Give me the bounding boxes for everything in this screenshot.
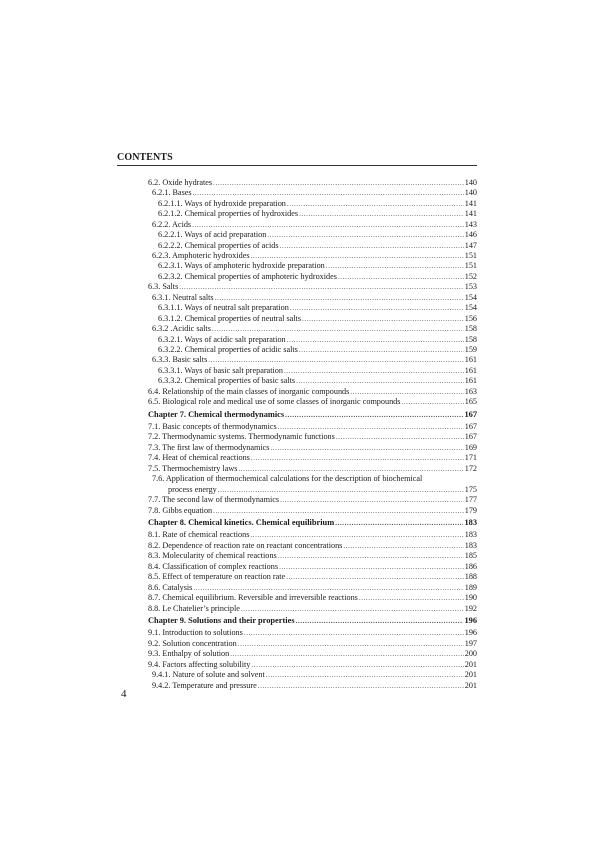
toc-entry-page: 161	[464, 365, 477, 375]
toc-entry	[148, 474, 477, 495]
toc-chapter-entry	[148, 616, 477, 626]
dot-leader	[192, 220, 464, 230]
toc-entry	[148, 209, 477, 219]
toc-entry-title: 6.3.1. Neutral salts	[152, 292, 214, 302]
dot-leader	[278, 422, 464, 432]
dot-leader	[280, 495, 464, 505]
toc-entry	[148, 282, 477, 292]
toc-entry-title: 6.3. Salts	[148, 282, 179, 292]
toc-entry	[148, 230, 477, 240]
toc-entry	[148, 188, 477, 198]
toc-entry-title: 6.3.2 .Acidic salts	[152, 324, 211, 334]
dot-leader	[285, 410, 463, 420]
toc-entry-page: 183	[464, 518, 477, 528]
toc-entry-title-continued: process energy	[168, 484, 217, 494]
dot-leader	[218, 485, 464, 495]
page-number: 4	[121, 688, 127, 700]
toc-chapter-entry	[148, 518, 477, 528]
dot-leader	[251, 453, 464, 463]
toc-entry-title: 9.4. Factors affecting solubility	[148, 659, 251, 669]
dot-leader	[335, 518, 463, 528]
toc-entry-page: 186	[464, 561, 477, 571]
dot-leader	[299, 209, 464, 219]
toc-entry-page: 201	[464, 659, 477, 669]
dot-leader	[343, 541, 463, 551]
dot-leader	[193, 583, 463, 593]
dot-leader	[250, 530, 463, 540]
toc-entry-page: 158	[464, 334, 477, 344]
dot-leader	[278, 551, 464, 561]
toc-entry	[148, 178, 477, 188]
toc-entry-page: 190	[464, 593, 477, 603]
toc-entry-title: 9.3. Enthalpy of solution	[148, 649, 230, 659]
toc-entry	[148, 366, 477, 376]
toc-entry-title: 9.4.1. Nature of solute and solvent	[152, 670, 265, 680]
toc-entry	[148, 335, 477, 345]
dot-leader	[296, 376, 464, 386]
dot-leader	[258, 681, 464, 691]
toc-entry	[148, 199, 477, 209]
toc-entry-title: 7.5. Thermochemistry laws	[148, 463, 238, 473]
toc-entry-title: 6.3.2.1. Ways of acidic salt preparation	[158, 334, 286, 344]
dot-leader	[302, 314, 464, 324]
dot-leader	[215, 293, 464, 303]
toc-entry-page: 189	[464, 582, 477, 592]
toc-entry-title: 6.2.1.1. Ways of hydroxide preparation	[158, 198, 286, 208]
toc-entry-page: 179	[464, 505, 477, 515]
dot-leader	[287, 335, 464, 345]
dot-leader	[241, 604, 464, 614]
toc-entry-title: 8.8. Le Chatelier’s principle	[148, 603, 240, 613]
dot-leader	[251, 251, 464, 261]
toc-entry	[148, 376, 477, 386]
toc-entry-title: 6.4. Relationship of the main classes of inorganic compounds	[148, 386, 350, 396]
dot-leader	[238, 464, 463, 474]
toc-entry	[148, 572, 477, 582]
toc-entry-page: 158	[464, 324, 477, 334]
toc-entry	[148, 355, 477, 365]
dot-leader	[179, 282, 463, 292]
page-header-title: CONTENTS	[117, 152, 173, 163]
toc-entry-page: 154	[464, 303, 477, 313]
dot-leader	[284, 366, 464, 376]
toc-entry-page: 183	[464, 540, 477, 550]
toc-entry	[148, 241, 477, 251]
toc-entry-title: 8.5. Effect of temperature on reaction rate	[148, 572, 286, 582]
toc-entry-title: 6.2. Oxide hydrates	[148, 178, 213, 187]
toc-entry-page: 147	[464, 240, 477, 250]
toc-entry-page: 167	[464, 422, 477, 432]
toc-entry	[148, 660, 477, 670]
toc-entry-title: 7.6. Application of thermochemical calculations for the description of biochemical	[152, 474, 423, 484]
toc-entry-title: 7.1. Basic concepts of thermodynamics	[148, 422, 277, 432]
toc-entry-title: 8.1. Rate of chemical reactions	[148, 530, 250, 540]
toc-entry-title: 9.2. Solution concentration	[148, 638, 237, 648]
dot-leader	[213, 506, 464, 516]
toc-entry-title: Chapter 7. Chemical thermodynamics	[148, 409, 285, 419]
toc-entry-title: Chapter 8. Chemical kinetics. Chemical equilibrium	[148, 518, 335, 528]
toc-entry-title: 6.2.1. Bases	[152, 188, 192, 198]
toc-entry-title: 6.2.2.2. Chemical properties of acids	[158, 240, 279, 250]
toc-entry-title: 7.3. The first law of thermodynamics	[148, 442, 270, 452]
toc-entry-page: 192	[464, 603, 477, 613]
toc-entry-page: 151	[464, 251, 477, 261]
toc-entry-title: 7.7. The second law of thermodynamics	[148, 495, 280, 505]
toc-entry	[148, 562, 477, 572]
toc-entry-title: 6.2.3.1. Ways of amphoteric hydroxide preparation	[158, 261, 325, 271]
dot-leader	[213, 178, 464, 188]
dot-leader	[287, 199, 464, 209]
dot-leader	[336, 433, 464, 443]
toc-entry-page: 196	[464, 628, 477, 638]
toc-entry	[148, 345, 477, 355]
toc-entry-title: 6.3.3. Basic salts	[152, 355, 208, 365]
toc-entry-page: 185	[464, 551, 477, 561]
dot-leader	[280, 241, 464, 251]
toc-entry-page: 200	[464, 649, 477, 659]
dot-leader	[238, 639, 464, 649]
toc-entry	[148, 639, 477, 649]
toc-entry-page: 172	[464, 463, 477, 473]
toc-entry	[148, 649, 477, 659]
toc-entry-page: 153	[464, 282, 477, 292]
toc-entry-page: 183	[464, 530, 477, 540]
toc-entry-title: 6.2.2.1. Ways of acid preparation	[158, 230, 267, 240]
toc-entry	[148, 251, 477, 261]
toc-entry-page: 175	[464, 484, 477, 494]
toc-entry	[148, 681, 477, 691]
toc-entry-page: 151	[464, 261, 477, 271]
toc-entry-title: Chapter 9. Solutions and their properties	[148, 615, 295, 625]
toc-entry-page: 143	[464, 219, 477, 229]
dot-leader	[266, 670, 464, 680]
toc-entry-title: 8.6. Catalysis	[148, 582, 193, 592]
toc-entry-page: 201	[464, 680, 477, 690]
toc-entry-title: 6.3.3.2. Chemical properties of basic salts	[158, 376, 296, 386]
dot-leader	[208, 355, 463, 365]
toc-entry	[148, 551, 477, 561]
dot-leader	[244, 628, 464, 638]
toc-entry-page: 165	[464, 397, 477, 407]
toc-entry	[148, 433, 477, 443]
toc-entry-page: 201	[464, 670, 477, 680]
toc-entry-title: 8.7. Chemical equilibrium. Reversible and irreversible reactions	[148, 593, 358, 603]
dot-leader	[359, 593, 464, 603]
toc-entry-title: 6.3.1.1. Ways of neutral salt preparation	[158, 303, 289, 313]
toc-entry	[148, 541, 477, 551]
table-of-contents	[148, 178, 477, 691]
dot-leader	[267, 230, 463, 240]
toc-entry-page: 161	[464, 376, 477, 386]
toc-entry	[148, 593, 477, 603]
toc-entry	[148, 495, 477, 505]
toc-entry	[148, 272, 477, 282]
toc-entry	[148, 387, 477, 397]
toc-entry	[148, 397, 477, 407]
dot-leader	[350, 387, 463, 397]
dot-leader	[212, 324, 464, 334]
toc-entry-page: 140	[464, 178, 477, 187]
toc-entry-title: 7.8. Gibbs equation	[148, 505, 213, 515]
toc-entry-title: 6.2.1.2. Chemical properties of hydroxides	[158, 209, 299, 219]
dot-leader	[338, 272, 464, 282]
header-rule	[117, 165, 477, 166]
toc-entry-title: 8.4. Classification of complex reactions	[148, 561, 279, 571]
toc-entry-title: 6.2.2. Acids	[152, 219, 192, 229]
toc-entry	[148, 670, 477, 680]
toc-entry-title: 8.2. Dependence of reaction rate on reactant concentrations	[148, 540, 343, 550]
toc-entry-page: 188	[464, 572, 477, 582]
toc-entry	[148, 506, 477, 516]
toc-entry-page: 152	[464, 271, 477, 281]
toc-entry-page: 159	[464, 345, 477, 354]
toc-entry-title: 7.2. Thermodynamic systems. Thermodynamic functions	[148, 432, 335, 442]
toc-entry-title: 7.4. Heat of chemical reactions	[148, 453, 250, 463]
toc-entry-page: 169	[464, 442, 477, 452]
toc-entry-title: 9.1. Introduction to solutions	[148, 628, 243, 638]
toc-entry	[148, 314, 477, 324]
toc-entry	[148, 422, 477, 432]
toc-entry	[148, 464, 477, 474]
toc-entry-page: 140	[464, 188, 477, 198]
toc-entry-page: 154	[464, 292, 477, 302]
dot-leader	[401, 397, 463, 407]
dot-leader	[193, 188, 464, 198]
toc-entry-title: 6.3.3.1. Ways of basic salt preparation	[158, 365, 283, 375]
dot-leader	[271, 443, 464, 453]
toc-entry	[148, 453, 477, 463]
dot-leader	[251, 660, 463, 670]
toc-entry-title: 6.3.2.2. Chemical properties of acidic salts	[158, 345, 298, 354]
toc-chapter-entry	[148, 410, 477, 420]
dot-leader	[230, 649, 464, 659]
toc-entry-page: 156	[464, 313, 477, 323]
toc-entry	[148, 604, 477, 614]
toc-entry-page: 141	[464, 209, 477, 219]
toc-entry-page: 197	[464, 638, 477, 648]
toc-entry-page: 177	[464, 495, 477, 505]
toc-entry-title: 6.2.3. Amphoteric hydroxides	[152, 251, 250, 261]
toc-entry-title: 9.4.2. Temperature and pressure	[152, 680, 257, 690]
dot-leader	[296, 616, 464, 626]
toc-entry	[148, 220, 477, 230]
dot-leader	[286, 572, 464, 582]
toc-entry-page: 141	[464, 198, 477, 208]
dot-leader	[279, 562, 464, 572]
dot-leader	[299, 345, 464, 355]
toc-entry-page: 171	[464, 453, 477, 463]
toc-entry	[148, 628, 477, 638]
toc-entry	[148, 303, 477, 313]
toc-entry	[148, 293, 477, 303]
toc-entry	[148, 583, 477, 593]
toc-entry-page: 146	[464, 230, 477, 240]
toc-entry-page: 163	[464, 386, 477, 396]
toc-entry	[148, 530, 477, 540]
toc-entry-page: 167	[464, 432, 477, 442]
toc-entry-title: 6.2.3.2. Chemical properties of amphoteric hydroxides	[158, 271, 337, 281]
toc-entry-page: 167	[464, 409, 477, 419]
toc-entry-title: 8.3. Molecularity of chemical reactions	[148, 551, 277, 561]
toc-entry	[148, 443, 477, 453]
toc-entry-page: 161	[464, 355, 477, 365]
toc-entry	[148, 324, 477, 334]
toc-entry-title: 6.3.1.2. Chemical properties of neutral salts	[158, 313, 302, 323]
toc-entry-title: 6.5. Biological role and medical use of some classes of inorganic compounds	[148, 397, 401, 407]
toc-entry-continuation	[148, 485, 477, 495]
toc-entry-page: 196	[464, 615, 477, 625]
dot-leader	[290, 303, 464, 313]
toc-entry	[148, 262, 477, 272]
dot-leader	[326, 262, 464, 272]
